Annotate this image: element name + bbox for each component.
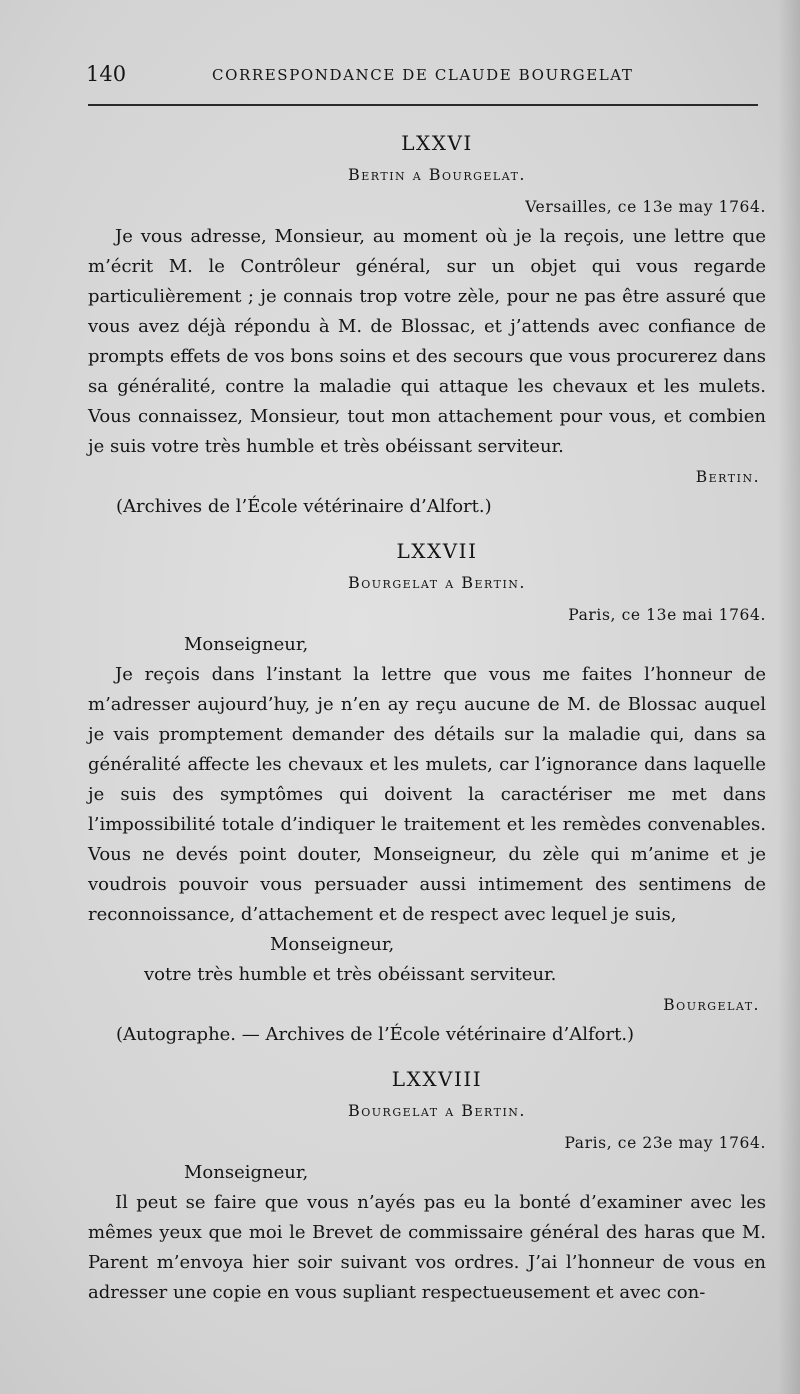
- header-rule: [88, 104, 758, 106]
- letter-date: Paris, ce 23e may 1764.: [564, 1134, 766, 1152]
- archive-note: (Archives de l’École vétérinaire d’Alfort.): [116, 496, 492, 517]
- letter-date: Paris, ce 13e mai 1764.: [568, 606, 766, 624]
- letter-body: Je vous adresse, Monsieur, au moment où je la reçois, une lettre que m’écrit M. le Contrôleur général, sur un objet qui vous regarde particulièrement ; je connais trop votre zèle, pour ne pas être assuré que vous avez déjà répondu à M. de Blossac, et j’attends avec confiance de prompts effets de vos bons soins et des secours que vous procurerez dans sa généralité, contre la maladie qui attaque les chevaux et les mulets. Vous connaissez, Monsieur, tout mon attachement pour vous, et combien je suis votre très humble et très obéissant serviteur.: [88, 226, 766, 457]
- letter-salutation: Monseigneur,: [184, 1162, 309, 1183]
- letter-signature: Bourgelat.: [663, 996, 760, 1014]
- page-number: 140: [86, 62, 127, 86]
- letter-numeral: LXXVI: [401, 131, 473, 155]
- letter-lxxvii: [88, 536, 766, 1050]
- letter-heading: Bourgelat a Bertin.: [347, 1101, 526, 1120]
- letter-numeral: LXXVIII: [391, 1067, 483, 1091]
- letter-closing-formula: votre très humble et très obéissant serviteur.: [144, 964, 557, 985]
- letter-lxxviii: [88, 1064, 766, 1308]
- page-content: [88, 128, 766, 1308]
- letter-heading: Bertin a Bourgelat.: [347, 165, 526, 184]
- letter-signature: Bertin.: [695, 468, 760, 486]
- letter-date: Versailles, ce 13e may 1764.: [525, 198, 766, 216]
- running-head: [86, 62, 756, 88]
- archive-note: (Autographe. — Archives de l’École vétérinaire d’Alfort.): [116, 1024, 635, 1045]
- letter-body: Je reçois dans l’instant la lettre que vous me faites l’honneur de m’adresser aujourd’huy, je n’en ay reçu aucune de M. de Blossac auquel je vais promptement demander des détails sur la maladie qui, dans sa généralité affecte les chevaux et les mulets, car l’ignorance dans laquelle je suis des symptômes qui doivent la caractériser me met dans l’impossibilité totale d’indiquer le traitement et les remèdes convenables. Vous ne devés point douter, Monseigneur, du zèle qui m’anime et je voudrois pouvoir vous persuader aussi intimement des sentimens de reconnoissance, d’attachement et de respect avec lequel je suis,: [88, 664, 766, 925]
- letter-lxxvi: [88, 128, 766, 522]
- running-title: CORRESPONDANCE DE CLAUDE BOURGELAT: [212, 66, 634, 84]
- letter-salutation: Monseigneur,: [184, 634, 309, 655]
- letter-closing-address: Monseigneur,: [270, 934, 395, 955]
- letter-heading: Bourgelat a Bertin.: [347, 573, 526, 592]
- letter-body: Il peut se faire que vous n’ayés pas eu la bonté d’examiner avec les mêmes yeux que moi le Brevet de commissaire général des haras que M. Parent m’envoya hier soir suivant vos ordres. J’ai l’honneur de vous en adresser une copie en vous supliant respectueusement et avec con-: [88, 1192, 766, 1303]
- letter-numeral: LXXVII: [396, 539, 478, 563]
- page-edge-shadow: [778, 0, 800, 1394]
